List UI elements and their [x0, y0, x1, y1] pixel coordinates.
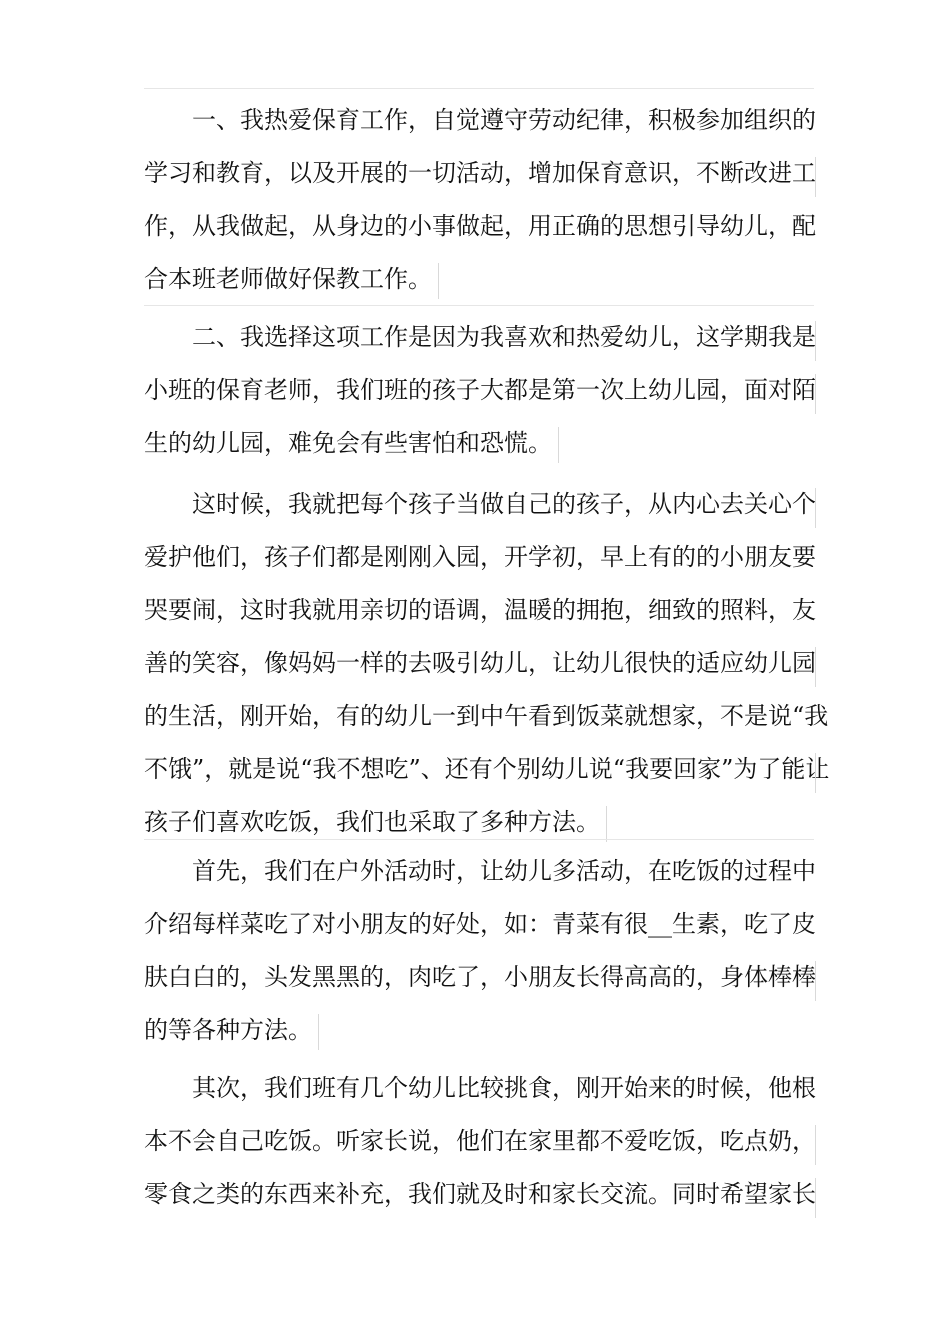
text-line: 本不会自己吃饭。听家长说，他们在家里都不爱吃饭，吃点奶，	[144, 1115, 814, 1168]
text-line: 合本班老师做好保教工作。	[144, 253, 814, 306]
text-line: 生的幼儿园，难免会有些害怕和恐慌。	[144, 417, 814, 470]
paragraph-2	[144, 311, 814, 470]
text-line: 学习和教育，以及开展的一切活动，增加保育意识，不断改进工	[144, 147, 814, 200]
text-line: 首先，我们在户外活动时，让幼儿多活动，在吃饭的过程中	[144, 845, 814, 898]
text-line: 二、我选择这项工作是因为我喜欢和热爱幼儿，这学期我是	[144, 311, 814, 364]
text-line: 介绍每样菜吃了对小朋友的好处，如：青菜有很__生素，吃了皮	[144, 910, 816, 938]
text-line: 肤白白的，头发黑黑的，肉吃了，小朋友长得高高的，身体棒棒	[144, 951, 814, 1004]
paragraph-1	[144, 94, 814, 306]
paragraph-3	[144, 478, 830, 849]
text-line: 作，从我做起，从身边的小事做起，用正确的思想引导幼儿，配	[144, 212, 816, 240]
text-line: 哭要闹，这时我就用亲切的语调，温暖的拥抱，细致的照料，友	[144, 596, 816, 624]
paragraph-5	[144, 1062, 814, 1221]
text-line: 的等各种方法。	[144, 1004, 814, 1057]
text-line: 善的笑容，像妈妈一样的去吸引幼儿，让幼儿很快的适应幼儿园	[144, 637, 814, 690]
text-line: 其次，我们班有几个幼儿比较挑食，刚开始来的时候，他根	[192, 1074, 816, 1102]
text-line: 的生活，刚开始，有的幼儿一到中午看到饭菜就想家，不是说“我	[144, 702, 829, 730]
text-line: 这时候，我就把每个孩子当做自己的孩子，从内心去关心个	[144, 478, 814, 531]
text-line: 孩子们喜欢吃饭，我们也采取了多种方法。	[144, 796, 814, 849]
text-line: 零食之类的东西来补充，我们就及时和家长交流。同时希望家长	[144, 1168, 814, 1221]
paragraph-4	[144, 845, 814, 1057]
text-line: 不饿”，就是说“我不想吃”、还有个别幼儿说“我要回家”为了能让	[144, 743, 814, 796]
text-line: 爱护他们，孩子们都是刚刚入园，开学初，早上有的的小朋友要	[144, 543, 816, 571]
text-line: 小班的保育老师，我们班的孩子大都是第一次上幼儿园，面对陌	[144, 364, 814, 417]
text-line: 一、我热爱保育工作，自觉遵守劳动纪律，积极参加组织的	[144, 94, 814, 147]
